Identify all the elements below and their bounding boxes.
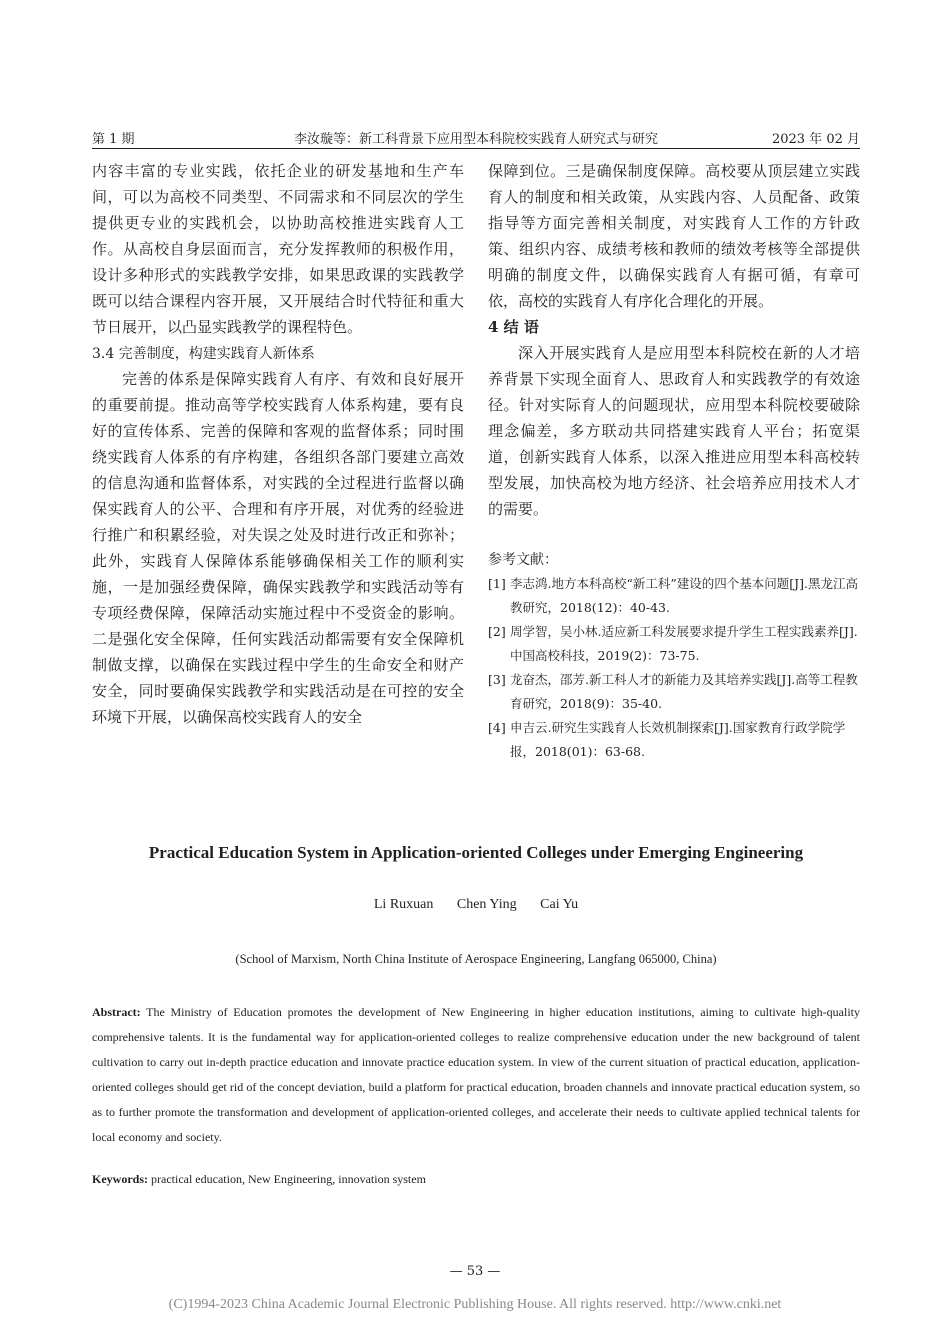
body-paragraph: 保障到位。三是确保制度保障。高校要从顶层建立实践育人的制度和相关政策，从实践内容、人员配备、政策指导等方面完善相关制度，对实践育人工作的方针政策、组织内容、成绩考核和教师的绩效考核等全部提供明确的制度文件，以确保实践育人有据可循，有章可依，高校的实践育人有序化合理化的开展。 [488,162,860,310]
english-title: Practical Education System in Application-oriented Colleges under Emerging Engineering [148,843,804,862]
reference-text: 周学智，吴小林.适应新工科发展要求提升学生工程实践素养[J].中国高校科技，2019(2)：73-75. [510,624,858,663]
body-paragraph: 深入开展实践育人是应用型本科院校在新的人才培养背景下实现全面育人、思政育人和实践教学的有效途径。针对实际育人的问题现状，应用型本科院校要破除理念偏差，多方联动共同搭建实践育人平台；拓宽渠道，创新实践育人体系，以深入推进应用型本科高校转型发展，加快高校为地方经济、社会培养应用技术人才的需要。 [488,344,860,518]
reference-text: 龙奋杰，邵芳.新工科人才的新能力及其培养实践[J].高等工程教育研究，2018(9)：35-40. [510,672,858,711]
reference-number: [1] [488,576,506,591]
author-name: Chen Ying [456,897,517,912]
page-number: — 53 — [449,1264,501,1279]
english-abstract [92,1000,860,1150]
abstract-text: The Ministry of Education promotes the development of New Engineering in higher education institutions, aiming to cultivate high-quality comprehensive talents. It is the fundamental way for application-oriented colleges to realize comprehensive education under the new background of talent cultivation to carry out in-depth practice education and innovate practice education system. In view of the current situation of practical education, application-oriented colleges should get rid of the concept deviation, build a platform for practical education, broaden channels and innovate practical education system, so as to further promote the transformation and development of application-oriented colleges, and accelerate their needs to cultivate applied technical talents for local economy and society. [92,1005,860,1144]
reference-item [488,716,860,764]
english-affiliation: (School of Marxism, North China Institute of Aerospace Engineering, Langfang 065000, China) [235,952,717,966]
left-column [92,158,464,730]
author-name: Li Ruxuan [373,897,434,912]
body-paragraph: 完善的体系是保障实践育人有序、有效和良好展开的重要前提。推动高等学校实践育人体系构建，要有良好的宣传体系、完善的保障和客观的监督体系；同时围绕实践育人体系的有序构建，各组织各部门要建立高效的信息沟通和监督体系，对实践的全过程进行监督以确保实践育人的公平、合理和有序开展，对优秀的经验进行推广和积累经验，对失误之处及时进行改正和弥补；此外，实践育人保障体系能够确保相关工作的顺利实施，一是加强经费保障，确保实践教学和实践活动等有专项经费保障，保障活动实施过程中不受资金的影响。二是强化安全保障，任何实践活动都需要有安全保障机制做支撑，以确保在实践过程中学生的生命安全和财产安全，同时要确保实践教学和实践活动是在可控的安全环境下开展，以确保高校实践育人的安全 [92,370,464,726]
body-paragraph: 内容丰富的专业实践，依托企业的研发基地和生产车间，可以为高校不同类型、不同需求和不同层次的学生提供更专业的实践机会，以协助高校推进实践育人工作。从高校自身层面而言，充分发挥教师的积极作用，设计多种形式的实践教学安排，如果思政课的实践教学既可以结合课程内容开展，又开展结合时代特征和重大节日展开，以凸显实践教学的课程特色。 [92,162,464,336]
reference-number: [3] [488,672,506,687]
reference-number: [2] [488,624,506,639]
reference-item [488,620,860,668]
copyright-watermark: (C)1994-2023 China Academic Journal Electronic Publishing House. All rights reserved. http://www.cnki.net [168,1297,782,1312]
keywords-label: Keywords: [92,1172,148,1186]
author-name: Cai Yu [540,897,579,912]
right-column [488,158,860,764]
running-title: 李汝璇等：新工科背景下应用型本科院校实践育人研究式与研究 [293,132,658,147]
keywords-text: practical education, New Engineering, innovation system [151,1172,426,1186]
references-title: 参考文献： [488,552,558,568]
english-keywords [92,1172,860,1187]
reference-text: 李志鸿.地方本科高校“新工科”建设的四个基本问题[J].黑龙江高教研究，2018(12)：40-43. [510,576,858,615]
section-heading: 4 结 语 [488,318,539,336]
reference-item [488,572,860,620]
issue-number: 第 1 期 [92,132,135,147]
issue-date: 2023 年 02 月 [771,132,860,147]
abstract-label: Abstract: [92,1005,141,1019]
subsection-heading: 3.4 完善制度，构建实践育人新体系 [92,346,315,362]
running-header [92,128,860,149]
english-authors [92,897,860,913]
reference-number: [4] [488,720,506,735]
reference-item [488,668,860,716]
reference-text: 申吉云.研究生实践育人长效机制探索[J].国家教育行政学院学报，2018(01)：63-68. [510,720,846,759]
